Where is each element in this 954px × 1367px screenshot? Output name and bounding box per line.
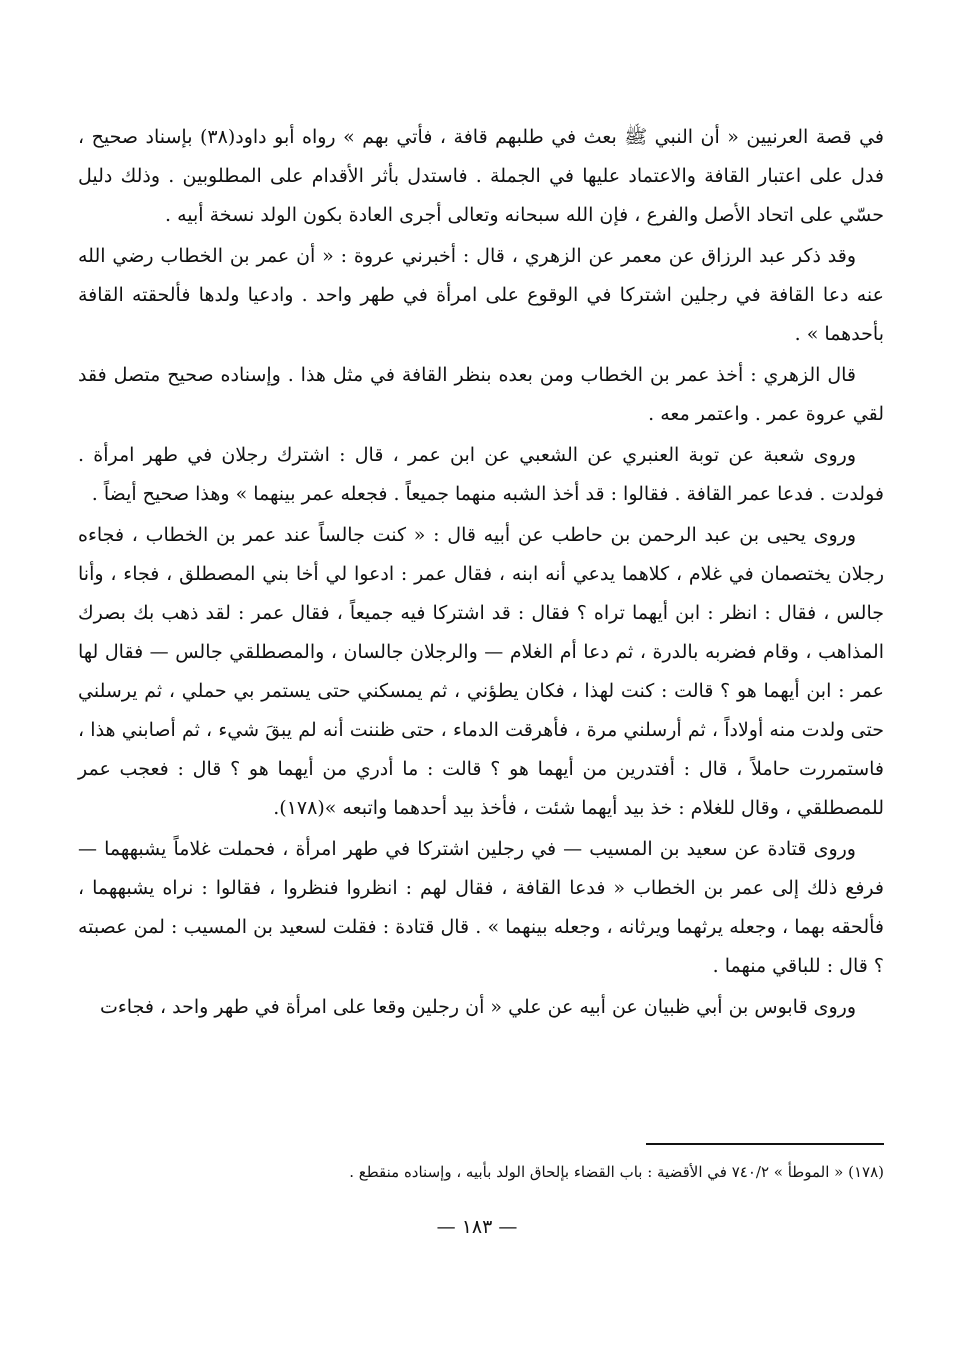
paragraph-6: وروى قتادة عن سعيد بن المسيب — في رجلين اشتركا في طهر امرأة ، فحملت غلاماً يشبههما — فرفع ذلك إلى عمر بن الخطاب « فدعا القافة ، فقال لهم : انظروا فنظروا ، فقالوا : نراه يشبههما ، فألحقه بهما ، وجعله يرثهما ويرثانه ، وجعله بينهما » . قال قتادة : فقلت لسعيد بن المسيب : لمن عصبته ؟ قال : للباقي منهما . — [78, 838, 884, 977]
page-number: — ١٨٣ — — [436, 1216, 518, 1238]
paragraph-2: وقد ذكر عبد الرزاق عن معمر عن الزهري ، قال : أخبرني عروة : « أن عمر بن الخطاب رضي الله عنه دعا القافة في رجلين اشتركا في الوقوع على امرأة في طهر واحد . وادعيا ولدها فألحقته القافة بأحدهما » . — [78, 245, 884, 345]
footnote-separator — [646, 1143, 884, 1145]
paragraph-1: في قصة العرنيين « أن النبي ﷺ بعث في طلبهم قافة ، فأتي بهم » رواه أبو داود(٣٨) بإسناد صحيح ، فدل على اعتبار القافة والاعتماد عليها في الجملة . فاستدل بأثر الأقدام على المطلوبين . وذلك دليل حسّي على اتحاد الأصل والفرع ، فإن الله سبحانه وتعالى أجرى العادة بكون الولد نسخة أبيه . — [78, 126, 884, 226]
footnote: (١٧٨) « الموطأ » ٧٤٠/٢ في الأقضية : باب القضاء بإلحاق الولد بأبيه ، وإسناده منقطع . — [349, 1163, 884, 1181]
document-body — [78, 118, 884, 1029]
paragraph-4: وروى شعبة عن توبة العنبري عن الشعبي عن ابن عمر ، قال : اشترك رجلان في طهر امرأة . فولدت . فدعا عمر القافة . فقالوا : قد أخذ الشبه منهما جميعاً . فجعله عمر بينهما » وهذا صحيح أيضاً . — [78, 444, 884, 505]
paragraph-5: وروى يحيى بن عبد الرحمن بن حاطب عن أبيه قال : « كنت جالساً عند عمر بن الخطاب ، فجاءه رجلان يختصمان في غلام ، كلاهما يدعي أنه ابنه ، فقال عمر : ادعوا لي أخا بني المصطلق ، فجاء ، وأنا جالس ، فقال : انظر : ابن أيهما تراه ؟ فقال : قد اشتركا فيه جميعاً ، فقال عمر : لقد ذهب بك بصرك المذاهب ، وقام فضربه بالدرة ، ثم دعا أم الغلام — والرجلان جالسان ، والمصطلقي جالس — فقال لها عمر : ابن أيهما هو ؟ قالت : كنت لهذا ، فكان يطؤني ، ثم يمسكني حتى يستمر بي حملي ، ثم يرسلني حتى ولدت منه أولاداً ، ثم أرسلني مرة ، فأهرقت الدماء ، حتى ظننت أنه لم يبقَ شيء ، ثم أصابني هذا ، فاستمررت حاملاً ، قال : أفتدرين من أيهما هو ؟ قالت : ما أدري من أيهما هو ؟ قال : فعجب عمر للمصطلقي ، وقال للغلام : خذ بيد أيهما شئت ، فأخذ بيد أحدهما واتبعه »(١٧٨). — [78, 524, 884, 819]
paragraph-3: قال الزهري : أخذ عمر بن الخطاب ومن بعده بنظر القافة في مثل هذا . وإسناده صحيح متصل فقد لقي عروة عمر . واعتمر معه . — [78, 364, 884, 425]
paragraph-7: وروى قابوس بن أبي ظبيان عن أبيه عن علي « أن رجلين وقعا على امرأة في طهر واحد ، فجاءت — [99, 996, 856, 1018]
